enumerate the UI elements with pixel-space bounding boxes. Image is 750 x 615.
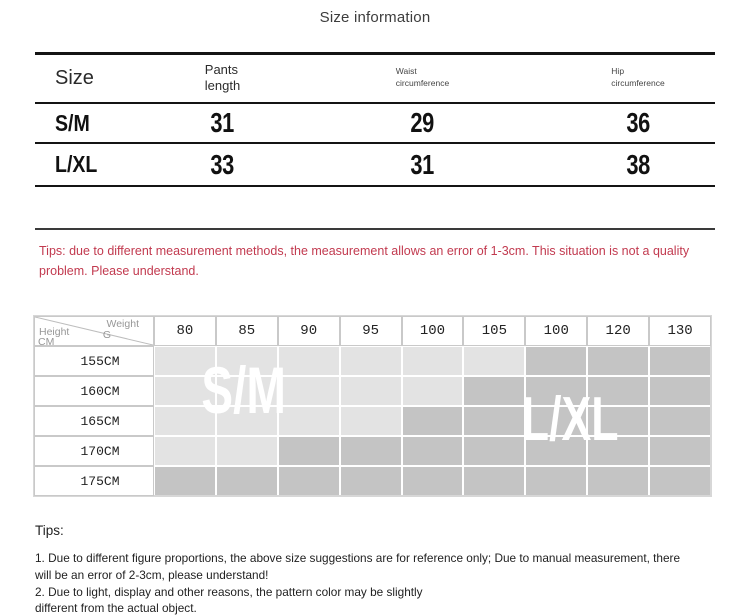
grid-cell: [403, 467, 463, 495]
grid-cell: [464, 437, 524, 465]
size-header-label: Size: [55, 67, 94, 89]
warning-divider: [35, 228, 715, 230]
grid-cell: [588, 407, 648, 435]
grid-cell: [650, 377, 710, 405]
grid-cell: [217, 347, 277, 375]
tips-line: 1. Due to different figure proportions, the above size suggestions are for reference only; Due to manual measurement, there: [35, 551, 681, 565]
grid-cell: [217, 467, 277, 495]
pants-length-value: 33: [210, 148, 235, 180]
grid-cell: [155, 347, 215, 375]
grid-cell: [341, 467, 401, 495]
grid-cell: [341, 407, 401, 435]
grid-cell: [526, 377, 586, 405]
pants-length-column-header: [125, 62, 320, 95]
size-table: [35, 52, 715, 187]
hip-header-line2: circumference: [611, 77, 665, 88]
grid-cell: [650, 407, 710, 435]
warning-line2: problem. Please understand.: [39, 264, 199, 278]
weight-header-cell: 80: [155, 317, 215, 345]
grid-cell: [464, 467, 524, 495]
grid-cell: [464, 347, 524, 375]
table-row: [35, 144, 715, 187]
tips-line: different from the actual object.: [35, 601, 197, 615]
grid-cell: [279, 347, 339, 375]
grid-cell: [588, 467, 648, 495]
weight-header-cell: 90: [279, 317, 339, 345]
waist-value: 31: [410, 148, 435, 180]
hip-value: 36: [626, 107, 650, 138]
grid-cell: [155, 467, 215, 495]
grid-cell: [588, 377, 648, 405]
grid-cell: [588, 437, 648, 465]
height-label-cell: 170CM: [35, 437, 153, 465]
grid-cell: [279, 467, 339, 495]
hip-column-header: [525, 66, 715, 90]
grid-cell: [464, 407, 524, 435]
weight-header-cell: 85: [217, 317, 277, 345]
tips-text: [35, 550, 735, 615]
grid-cell: [155, 407, 215, 435]
grid-cell: [403, 377, 463, 405]
grid-cell: [650, 437, 710, 465]
tips-line: will be an error of 2-3cm, please understand!: [35, 567, 269, 582]
waist-column-header: [320, 66, 525, 90]
grid-cell: [341, 437, 401, 465]
grid-cell: [155, 437, 215, 465]
weight-header-cell: 105: [464, 317, 524, 345]
grid-cell: [403, 437, 463, 465]
weight-header-cell: 100: [526, 317, 586, 345]
weight-header-cell: 120: [588, 317, 648, 345]
grid-cell: [650, 467, 710, 495]
grid-cell: [341, 377, 401, 405]
grid-cell: [526, 467, 586, 495]
grid-cell: [341, 347, 401, 375]
size-chart-grid: [33, 315, 712, 497]
size-table-header-row: [35, 55, 715, 104]
height-axis-label: Height: [39, 326, 70, 338]
waist-value: 29: [410, 107, 435, 138]
tips-line: 2. Due to light, display and other reasons, the pattern color may be slightly: [35, 584, 423, 599]
grid-cell: [526, 347, 586, 375]
pants-length-value: 31: [210, 107, 235, 138]
grid-cell: [464, 377, 524, 405]
measurement-warning: [39, 241, 729, 281]
row-size-label: S/M: [55, 109, 90, 136]
height-axis-unit: CM: [38, 336, 55, 345]
height-label-cell: 160CM: [35, 377, 153, 405]
weight-header-cell: 95: [341, 317, 401, 345]
grid-cell: [279, 407, 339, 435]
waist-header-line2: circumference: [395, 77, 450, 88]
tips-heading: Tips:: [35, 523, 64, 538]
grid-cell: [217, 407, 277, 435]
grid-cell: [279, 377, 339, 405]
warning-line1: Tips: due to different measurement methods, the measurement allows an error of 1-3cm. This situation is not a quality: [39, 244, 690, 258]
weight-axis-unit: G: [102, 329, 111, 341]
weight-header-cell: 100: [403, 317, 463, 345]
grid-cell: [650, 347, 710, 375]
hip-value: 38: [626, 148, 650, 180]
page-title: Size information: [319, 9, 431, 26]
height-label-cell: 175CM: [35, 467, 153, 495]
row-size-label: L/XL: [55, 151, 98, 177]
grid-cell: [526, 437, 586, 465]
grid-cell: [403, 407, 463, 435]
pants-header-line2: length: [204, 78, 241, 94]
grid-cell: [526, 407, 586, 435]
weight-axis-label: Weight: [106, 318, 139, 330]
hip-header-line1: Hip: [611, 66, 625, 77]
grid-cell: [279, 437, 339, 465]
sm-watermark: S/M: [201, 353, 286, 427]
grid-corner-cell: [35, 317, 153, 345]
grid-cell: [217, 437, 277, 465]
grid-cell: [403, 347, 463, 375]
grid-cell: [588, 347, 648, 375]
pants-header-line1: Pants: [204, 61, 239, 77]
waist-header-line1: Waist: [395, 66, 417, 77]
height-label-cell: 155CM: [35, 347, 153, 375]
weight-header-cell: 130: [650, 317, 710, 345]
lxl-watermark: L/XL: [521, 385, 619, 454]
grid-cell: [155, 377, 215, 405]
height-label-cell: 165CM: [35, 407, 153, 435]
grid-cell: [217, 377, 277, 405]
size-column-header: [35, 67, 125, 90]
table-row: [35, 104, 715, 144]
